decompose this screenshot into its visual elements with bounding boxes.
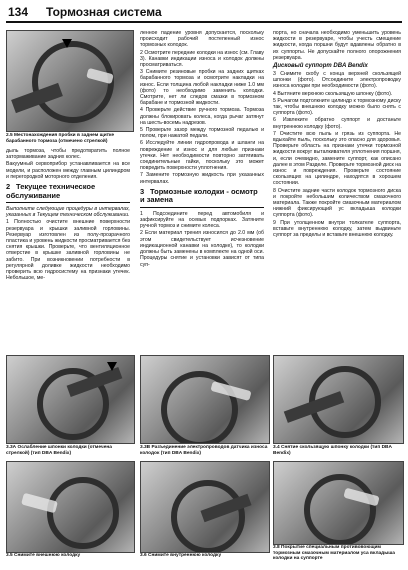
paragraph: 5 Проверьте зазор между тормозной педалью и полом, при нажатой педали. bbox=[140, 127, 264, 140]
caption-2-5: 2.5 Местонахождения пробки в заднем щитке барабанного тормоза (отмечено стрелкой) bbox=[6, 133, 115, 144]
note-text: Выполните следующие процедуры в интервалах, указанных в Текущем техническом обслуживании. bbox=[6, 206, 130, 219]
photo-rear-drum-plug bbox=[6, 30, 134, 132]
caption-3-4: 3.4 Снятие скользящую шпонку колодки (тип DBA Bendix) bbox=[273, 445, 392, 456]
paragraph: 4 Проверьте действие ручного тормоза. Тормоза должны блокировать колеса, когда рычаг затянут на шесть-восемь надрезов. bbox=[140, 107, 264, 126]
column-3 bbox=[273, 30, 401, 239]
paragraph: 7 Очистите всю пыль и грязь из суппорта. Не вдыхайте пыль, поскольку это опасно для здоровья. Проверьте область на признаки утечки тормозной жидкости вокруг выталкивателя уплотнения поршня, и, если очевидно, замените суппорт, как описано далее в этом Разделе. Проверьте тормозной диск на износ и повреждения. Проверьте состояние скользящих на цилиндре, находятся в хорошем состоянии. bbox=[273, 130, 401, 187]
page-title: Тормозная система bbox=[46, 5, 162, 19]
column-2 bbox=[140, 30, 264, 269]
paragraph: ленное падение уровня допускается, поскольку происходит рабочий постепенный износ тормозных колодок. bbox=[140, 30, 264, 49]
page-header bbox=[6, 5, 402, 19]
paragraph: 1 Подсоедините перед автомобиля и зафиксируйте на осевых подпорках. Затяните ручной тормоз и снимите колеса. bbox=[140, 210, 264, 230]
photo-outer-pad bbox=[6, 461, 135, 553]
section-rule bbox=[6, 202, 130, 203]
paragraph: портa, но сначала необходимо уменьшить уровень жидкости в резервуаре, чтобы учесть смещение жидкости, когда поршни будут вдавлены обратно в их суппорты. Не допускайте полного опорожнения резервуара. bbox=[273, 30, 401, 61]
caption-3-3b: 3.3В Разъединение электропроводов датчика износа колодок (тип DBA Bendix) bbox=[140, 445, 268, 456]
section-number: 3 bbox=[140, 186, 145, 196]
paragraph: Вакуумный сервоприбор устанавливается на все модели, и расположен между главным цилиндром и перегородкой моторного отделения. bbox=[6, 161, 130, 180]
paragraph: 2 Осмотрите передние колодки на износ (см. Главу 3). Канавки индикации износа и колодок должны просматриваться. bbox=[140, 49, 264, 69]
section-rule bbox=[140, 207, 264, 208]
caption-3-5: 3.5 Снимите внешнюю колодку bbox=[6, 553, 81, 558]
paragraph: 8 Очистите задние части колодок тормозного диска и покройте небольшим количеством смазочного материала. Также покройте смазочным материалом нижний фиксирующий ус вкладыша колодки суппорта (фото). bbox=[273, 187, 401, 219]
paragraph: 3 Снимите скобу с конца верхней скользящей шпонки (фото). Отсоедините электропроводку износа колодки при необходимости (фото). bbox=[273, 71, 401, 90]
section-title: Текущее техническое обслуживание bbox=[6, 182, 96, 200]
paragraph: 5 Рычагом подтолкните цилиндр к тормозному диску так, чтобы внешнюю колодку можно было снять с суппорта (фото). bbox=[273, 97, 401, 117]
photo-slide-pin-removal bbox=[273, 355, 404, 444]
photo-pad-pin-loosening bbox=[6, 355, 135, 444]
subheading: Дисковый суппорт DBA Bendix bbox=[273, 63, 368, 70]
column-1 bbox=[6, 148, 130, 282]
caption-3-6: 3.6 Снимите внутреннюю колодку bbox=[140, 553, 222, 558]
paragraph: 1 Полностью очистите внешние поверхности резервуара и крышки заливной горловины. Резервуар изготовлен из полу-прозрачного пластика и уровень жидкости просматривается без снятия крышки. Проверьте, что вентиляционное отверстие в крышке заливной горловины не забито. При возникновении потребности в регулярной доливке жидкости необходимо проверить всю гидросистему на признаки утечек. Небольшое, ме- bbox=[6, 219, 130, 282]
paragraph: дыль тормоза, чтобы предотвратить полное затормаживание задних колес. bbox=[6, 148, 130, 161]
paragraph: 4 Вытяните верхнюю скользящую шпонку (фото). bbox=[273, 90, 393, 97]
photo-inner-pad bbox=[140, 461, 270, 553]
paragraph: 6 Извлеките обратно суппорт и достаньте внутреннюю колодку (фото). bbox=[273, 117, 401, 130]
photo-wear-sensor bbox=[140, 355, 270, 444]
page-number: 134 bbox=[8, 5, 29, 19]
paragraph: 6 Исследуйте линии гидропровода и шланги на повреждение и износ и для любые признаки утечки. Нет необходимости повторно затягивать соединительные гайки, поскольку это может повредить поверхности уплотнения. bbox=[140, 140, 264, 172]
paragraph: 9 При утолщенном внутри толкателе суппорта, вставьте внутреннюю колодку, затем выдвиньте суппорт за пределы и вставьте внешнюю колодку. bbox=[273, 219, 401, 239]
paragraph: 3 Снимите резиновые пробки на задних щитках барабанного тормоза и осмотрите накладки на износ. Если толщина любой накладки ниже 1.0 мм (фото) то необходимо заменить колодки. Смотрите, нет ли следов смазки в тормозном барабане и тормозной жидкости. bbox=[140, 69, 264, 107]
section-title: Тормозные колодки - осмотр и замена bbox=[140, 186, 258, 205]
photo-caliper-lubrication bbox=[273, 461, 404, 545]
section-heading-2 bbox=[6, 183, 130, 200]
section-number: 2 bbox=[6, 182, 11, 192]
caption-3-8: 3.8 Покрытие специальным противовоющим тормозным смазочным материалом уса вкладыша колодки на суппорте bbox=[273, 545, 395, 562]
paragraph: 7 Замените тормозную жидкость при указанных интервалах. bbox=[140, 172, 264, 185]
arrow-indicator-icon bbox=[107, 362, 117, 371]
section-heading-3 bbox=[140, 188, 264, 205]
caption-3-3a: 3.3А Ослабление шпонки колодки (отмечена стрелкой) (тип DBA Bendix) bbox=[6, 445, 112, 456]
paragraph: 2 Если материал трения износился до 2.0 мм (об этом свидетельствует исчезновение индикационной канавки на колодке), то колодки должны быть заменены в комплекте на одной оси. Процедуры снятие и установки зависят от типа суп- bbox=[140, 230, 264, 268]
arrow-indicator-icon bbox=[62, 39, 72, 48]
header-rule bbox=[6, 21, 402, 23]
